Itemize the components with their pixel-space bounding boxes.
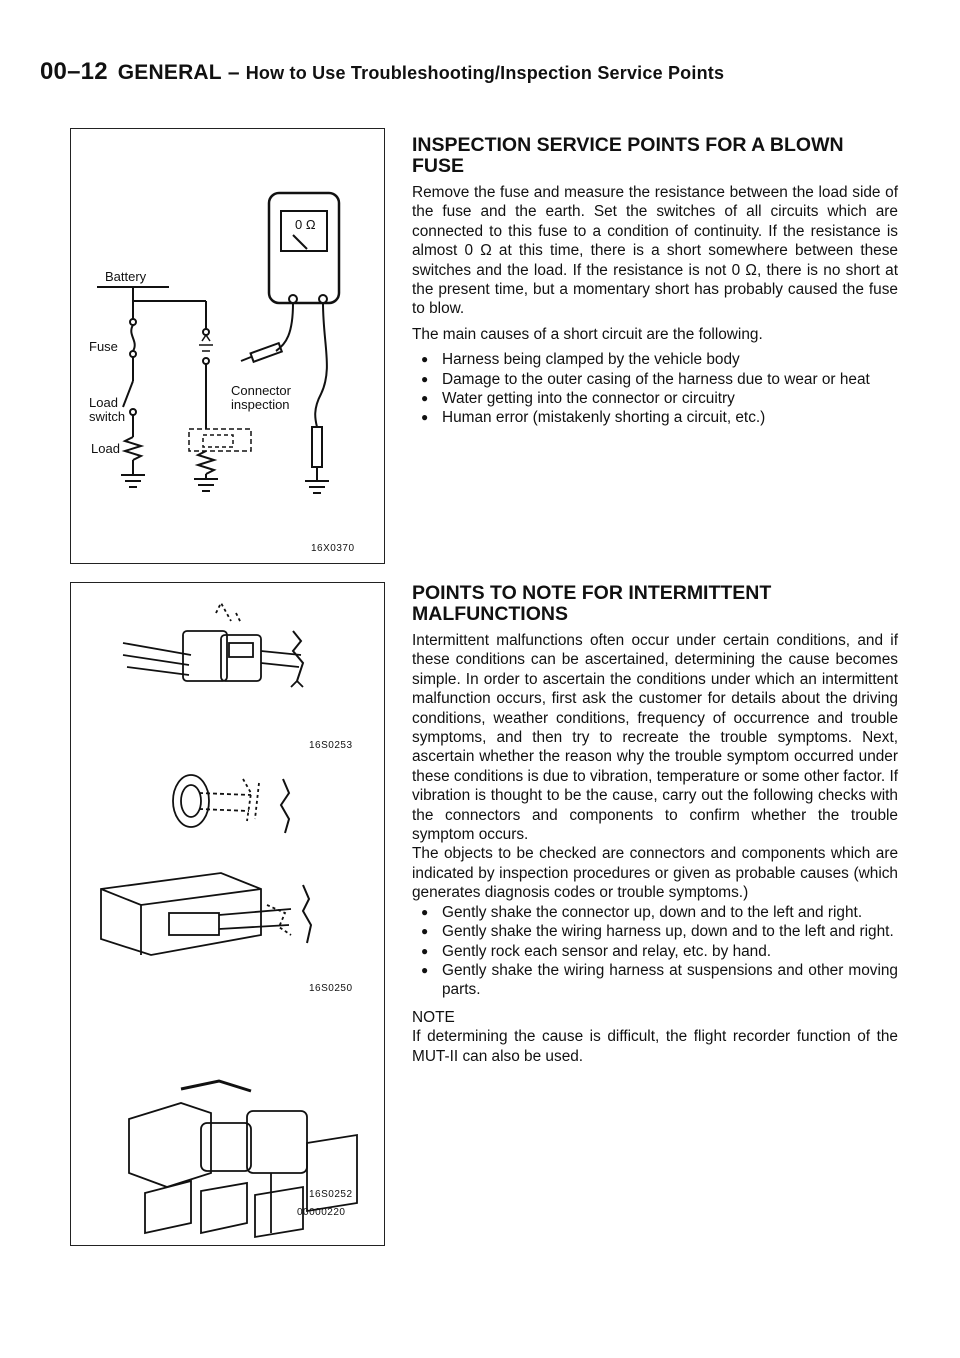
- circuit-diagram: [71, 129, 384, 563]
- figure-code: 16X0370: [311, 543, 355, 554]
- intermittent-check-figures: [70, 582, 385, 1246]
- fuse-label: Fuse: [89, 339, 118, 354]
- header-subtitle: How to Use Troubleshooting/Inspection Service Points: [245, 63, 725, 83]
- bullet-list: [412, 903, 898, 1000]
- list-item: ● Harness being clamped by the vehicle body: [412, 350, 898, 369]
- blown-fuse-circuit-figure: [70, 128, 385, 564]
- paragraph: Remove the fuse and measure the resistance between the load side of the fuse and the earth. Set the switches of all circuits which are connected to this fuse to a condition of continuity. If the resistance is almost 0 Ω at this time, there is a short somewhere between these switches and the load. If the resistance is not 0 Ω, there is no short at the present time, but a momentary short has probably caused the fuse to blow.: [412, 184, 898, 318]
- paragraph: The objects to be checked are connectors and components which are indicated by inspection procedures or given as probable causes (which generates diagnosis codes or trouble symptoms.): [412, 845, 898, 902]
- note-text: If determining the cause is difficult, the flight recorder function of the MUT-II can also be used.: [412, 1028, 898, 1065]
- blown-fuse-section: [412, 135, 898, 434]
- list-item: ● Damage to the outer casing of the harness due to wear or heat: [412, 370, 898, 389]
- list-item: ● Gently rock each sensor and relay, etc. by hand.: [412, 942, 898, 961]
- page-header: [40, 58, 724, 86]
- load-switch-label-2: switch: [89, 409, 126, 424]
- meter-reading-label: 0 Ω: [295, 217, 316, 232]
- figure-code-2: 16S0250: [309, 983, 353, 994]
- bullet-list: [412, 350, 898, 428]
- section-heading: POINTS TO NOTE FOR INTERMITTENT MALFUNCTIONS: [412, 582, 772, 625]
- paragraph: Intermittent malfunctions often occur under certain conditions, and if these conditions can be ascertained, determining the cause becomes simple. In order to ascertain the conditions under which an intermittent malfunction occurs, first ask the customer for details about the driving conditions, weather conditions, frequency of occurrence and trouble symptoms, and then try to recreate the trouble symptoms. Next, ascertain whether the reason why the trouble symptom occurred under these conditions is due to vibration, temperature or some other factor. If vibration is thought to be the cause, carry out the following checks with the connectors and components to confirm whether the trouble symptom occurs.: [412, 632, 898, 844]
- connector-label-1: Connector: [231, 383, 291, 398]
- figure-code-3: 16S0252: [309, 1189, 353, 1200]
- battery-label: Battery: [105, 269, 147, 284]
- list-item: ● Gently shake the wiring harness at suspensions and other moving parts.: [412, 961, 898, 1000]
- section-title: GENERAL: [117, 61, 222, 84]
- intermittent-section: [412, 583, 898, 1072]
- figure-code-1: 16S0253: [309, 740, 353, 751]
- list-item: ● Gently shake the connector up, down and to the left and right.: [412, 903, 898, 922]
- list-item: ● Gently shake the wiring harness up, down and to the left and right.: [412, 922, 898, 941]
- illustrations: [71, 583, 384, 1245]
- page-number: 00–12: [40, 58, 108, 85]
- paragraph: The main causes of a short circuit are the following.: [412, 325, 763, 343]
- grommet-illustration: [173, 775, 289, 833]
- ohmmeter-icon: [269, 193, 339, 303]
- section-heading: INSPECTION SERVICE POINTS FOR A BLOWN FUSE: [412, 134, 844, 177]
- connector-label-2: inspection: [231, 397, 290, 412]
- ecu-connector-illustration: [101, 873, 311, 955]
- list-item: ● Human error (mistakenly shorting a circuit, etc.): [412, 408, 898, 427]
- note-label: NOTE: [412, 1008, 455, 1026]
- list-item: ● Water getting into the connector or circuitry: [412, 389, 898, 408]
- load-label: Load: [91, 441, 120, 456]
- header-separator: –: [227, 61, 240, 84]
- figure-code-4: 00000220: [297, 1207, 346, 1218]
- connector-shake-illustration: [123, 603, 303, 687]
- load-switch-label-1: Load: [89, 395, 118, 410]
